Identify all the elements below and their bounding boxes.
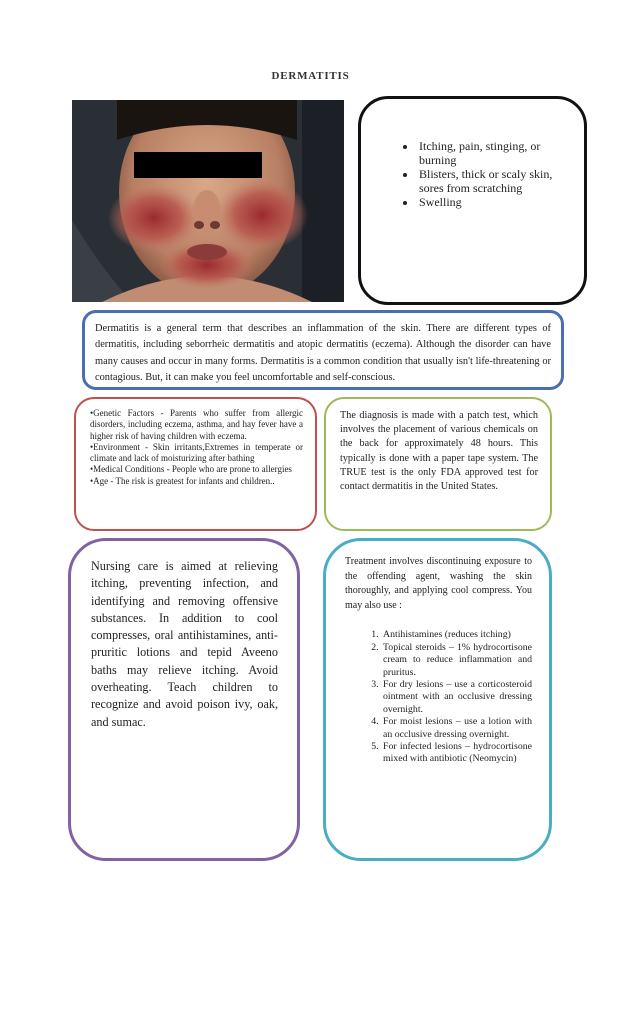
intro-box: [82, 310, 564, 390]
risk-factors-box: [74, 397, 317, 531]
diagnosis-text: The diagnosis is made with a patch test, which involves the placement of various chemicals on the back for approximately 48 hours. This typically is done with a paper tape system. The TRUE test is the only FDA approved test for contact dermatitis in the United States.: [340, 410, 538, 493]
symptoms-box: [358, 96, 587, 305]
nursing-care-text: Nursing care is aimed at relieving itching, preventing infection, and identifying and removing offensive substances. In addition to cool compresses, oral antihistamines, anti-pruritic lotions and tepid Aveeno baths may relieve itching. Avoid overheating. Teach children to recognize and avoid poison ivy, oak, and sumac.: [91, 559, 278, 729]
nursing-care-box: [68, 538, 300, 861]
treatment-intro: Treatment involves discontinuing exposure to the offending agent, washing the skin thoroughly, and applying cool compress. You may also use :: [345, 556, 532, 611]
symptoms-list: [397, 139, 574, 209]
treatment-item: 1. Antihistamines (reduces itching): [381, 629, 532, 641]
risk-factor-item: •Medical Conditions - People who are prone to allergies: [90, 464, 292, 475]
treatment-item: 4. For moist lesions – use a lotion with an occlusive dressing overnight.: [381, 716, 532, 741]
patient-face-photo: [72, 100, 344, 302]
risk-factor-item: •Genetic Factors - Parents who suffer from allergic disorders, including eczema, asthma, and hay fever have a higher risk of having children with eczema.: [90, 408, 303, 441]
treatment-item: 2. Topical steroids – 1% hydrocortisone cream to reduce inflammation and pruritus.: [381, 642, 532, 679]
treatment-box: [323, 538, 552, 861]
treatment-item: 5. For infected lesions – hydrocortisone mixed with antibiotic (Neomycin): [381, 741, 532, 766]
page-title: DERMATITIS: [271, 70, 350, 82]
treatment-item: 3. For dry lesions – use a corticosteroid ointment with an occlusive dressing overnight.: [381, 679, 532, 716]
risk-factor-item: •Age - The risk is greatest for infants and children..: [90, 475, 275, 486]
symptom-item: • Blisters, thick or scaly skin, sores from scratching: [417, 167, 574, 195]
treatment-list: [363, 629, 532, 765]
diagnosis-box: [324, 397, 552, 531]
intro-text: Dermatitis is a general term that describes an inflammation of the skin. There are different types of dermatitis, including seborrheic dermatitis and atopic dermatitis (eczema). Although the disorder can have many causes and occur in many forms. Dermatitis is a common condition that usually isn't life-threatening or contagious. But, it can make you feel uncomfortable and self-conscious.: [95, 323, 551, 384]
symptom-item: • Swelling: [417, 195, 574, 209]
face-image-icon: [72, 100, 344, 302]
risk-factor-item: •Environment - Skin irritants,Extremes in temperate or climate and lack of moisturizing after bathing: [90, 441, 303, 464]
symptom-item: • Itching, pain, stinging, or burning: [417, 139, 574, 167]
